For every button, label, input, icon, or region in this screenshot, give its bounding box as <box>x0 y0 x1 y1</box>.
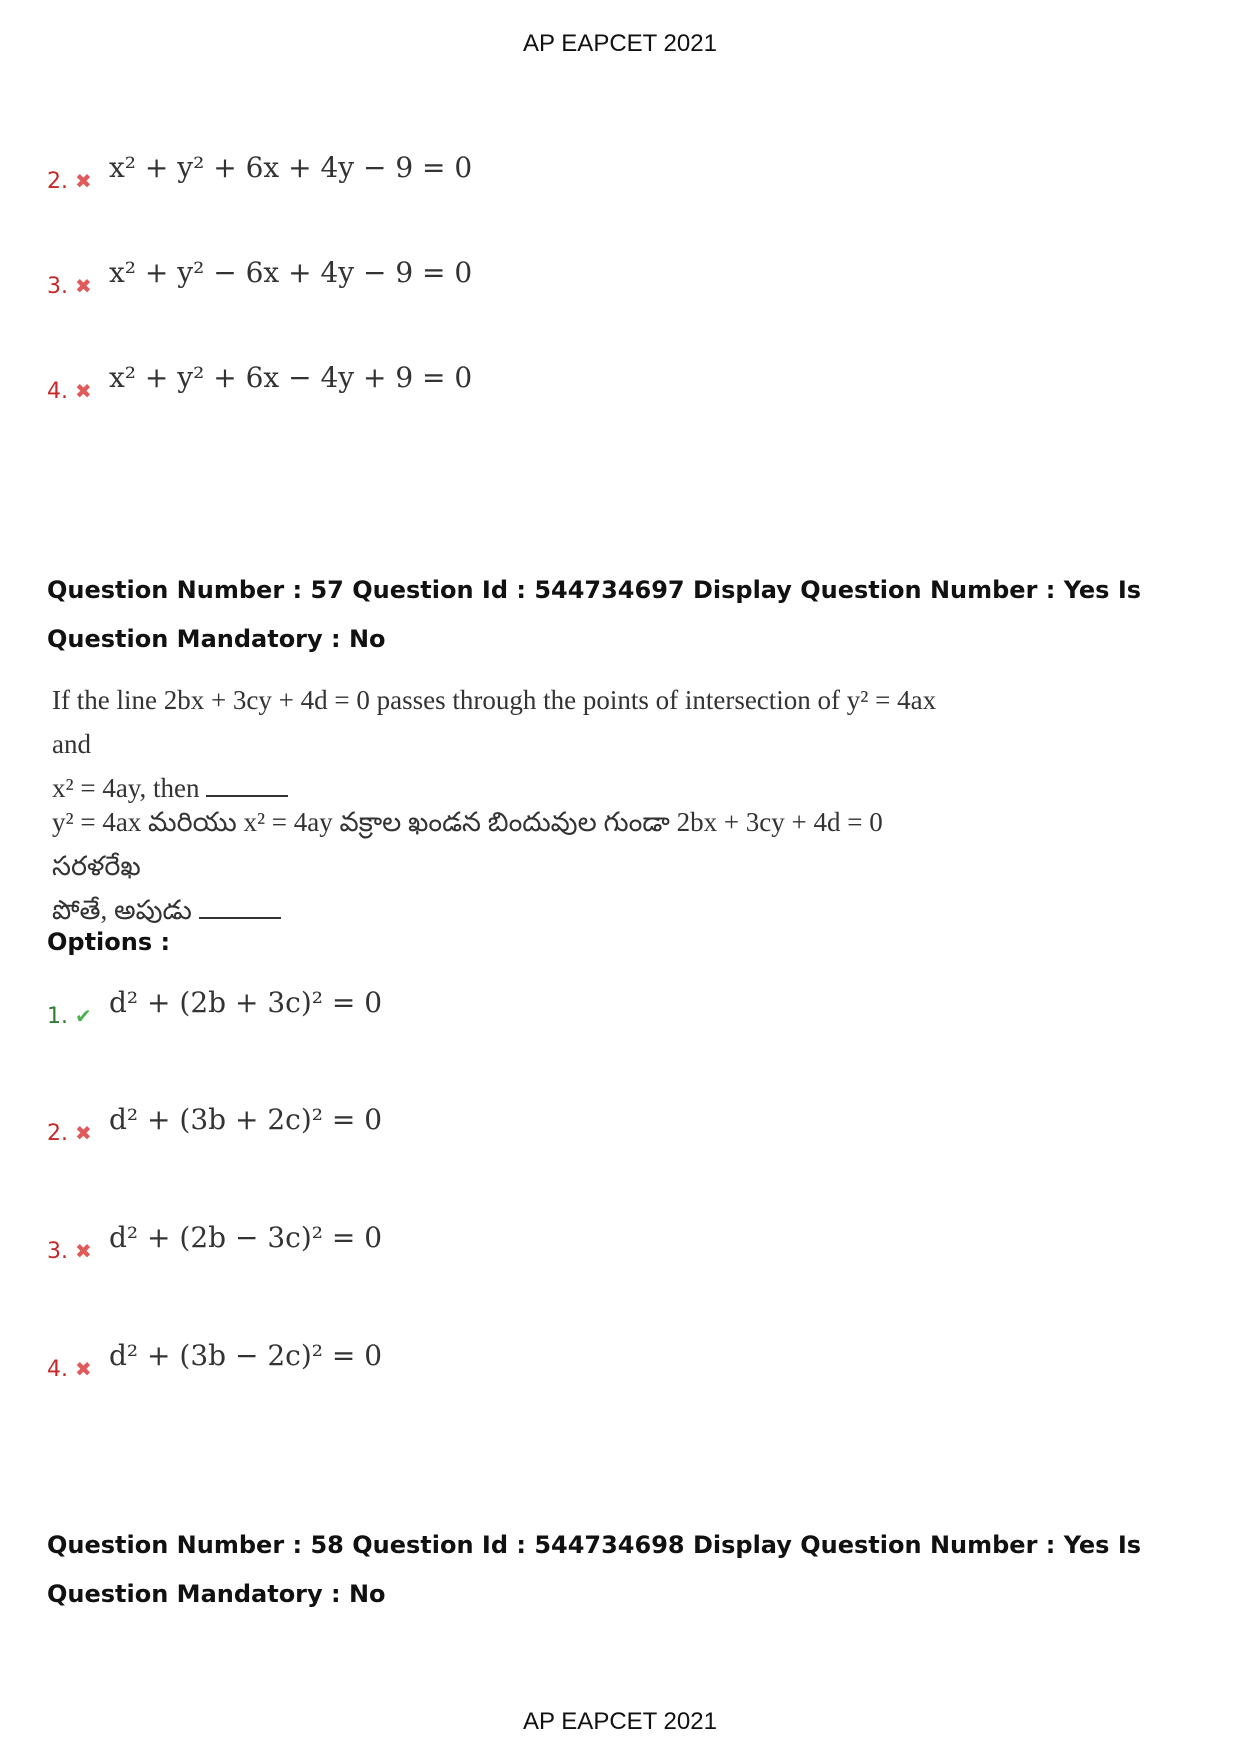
option-expression: d² + (2b + 3c)² = 0 <box>109 986 383 1019</box>
question-text-fragment: x² = 4ay, then <box>52 773 200 803</box>
option-number: 2. <box>47 1121 68 1146</box>
question-57-header: Question Number : 57 Question Id : 544734697 Display Question Number : Yes Is Question Mandatory : No <box>47 576 1142 653</box>
option-expression: x² + y² + 6x − 4y + 9 = 0 <box>109 361 473 394</box>
wrong-mark-icon: ✖ <box>75 276 92 298</box>
option-expression: d² + (3b + 2c)² = 0 <box>109 1103 383 1136</box>
option-number: 4. <box>47 379 68 404</box>
question-text-fragment: పోతే, అపుడు <box>52 895 192 925</box>
correct-check-icon: ✔ <box>75 1006 92 1028</box>
page-footer: AP EAPCET 2021 <box>523 1708 717 1735</box>
wrong-mark-icon: ✖ <box>75 171 92 193</box>
option-row <box>47 1102 382 1146</box>
options-label: Options : <box>47 928 171 956</box>
option-row <box>47 985 382 1029</box>
question-text-english <box>52 678 952 810</box>
option-row <box>47 255 472 299</box>
question-text-line <box>52 888 952 932</box>
question-text-line: y² = 4ax మరియు x² = 4ay వక్రాల ఖండన బిందువుల గుండా 2bx + 3cy + 4d = 0 సరళరేఖ <box>52 807 883 881</box>
option-expression: d² + (3b − 2c)² = 0 <box>109 1339 383 1372</box>
option-expression: x² + y² + 6x + 4y − 9 = 0 <box>109 151 473 184</box>
option-expression: d² + (2b − 3c)² = 0 <box>109 1221 383 1254</box>
option-number: 3. <box>47 274 68 299</box>
wrong-mark-icon: ✖ <box>75 1241 92 1263</box>
wrong-mark-icon: ✖ <box>75 381 92 403</box>
option-row <box>47 150 472 194</box>
option-number: 2. <box>47 169 68 194</box>
option-row <box>47 360 472 404</box>
wrong-mark-icon: ✖ <box>75 1123 92 1145</box>
option-number: 4. <box>47 1357 68 1382</box>
question-58-header: Question Number : 58 Question Id : 544734698 Display Question Number : Yes Is Question Mandatory : No <box>47 1531 1142 1608</box>
option-number: 3. <box>47 1239 68 1264</box>
question-text-line: If the line 2bx + 3cy + 4d = 0 passes through the points of intersection of y² = 4ax and <box>52 685 937 759</box>
option-number: 1. <box>47 1004 68 1029</box>
answer-blank <box>206 773 288 797</box>
wrong-mark-icon: ✖ <box>75 1359 92 1381</box>
answer-blank <box>199 895 281 919</box>
option-row <box>47 1220 382 1264</box>
question-text-telugu <box>52 800 952 932</box>
option-row <box>47 1338 382 1382</box>
page-header: AP EAPCET 2021 <box>523 30 717 57</box>
option-expression: x² + y² − 6x + 4y − 9 = 0 <box>109 256 473 289</box>
